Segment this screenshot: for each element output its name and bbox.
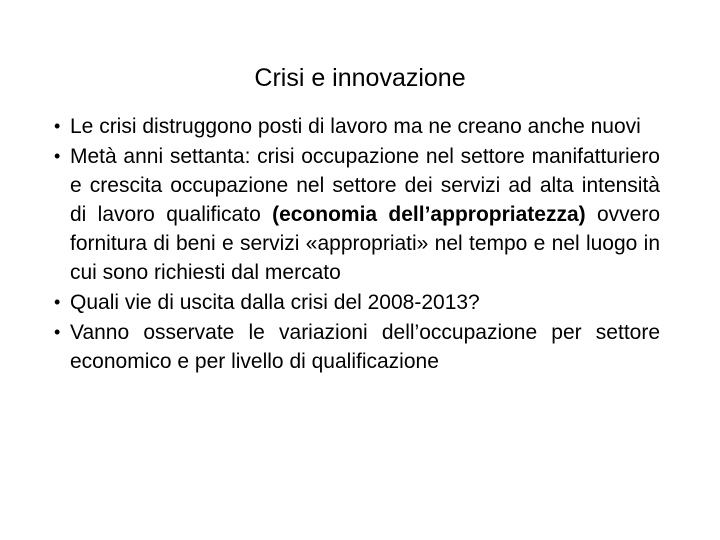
bullet-text-2-before: Metà anni settanta: crisi occupazione nel settore manifatturiero e crescita occupazione nel settore dei servizi ad alta intensità di lavoro qualificato — [70, 145, 660, 226]
slide-title-text: Crisi e innovazione — [254, 64, 466, 92]
bullet-text-2-emphasis: (economia dell’appropriatezza) — [272, 203, 586, 226]
bullet-item-2 — [52, 142, 660, 287]
bullet-icon: • — [54, 146, 61, 166]
bullet-icon: • — [54, 322, 61, 342]
slide-title — [0, 60, 720, 96]
bullet-icon: • — [54, 292, 61, 312]
bullet-item-3 — [52, 288, 660, 317]
bullet-icon: • — [54, 116, 61, 136]
bullet-list — [52, 112, 660, 377]
bullet-text-4: Vanno osservate le variazioni dell’occupazione per settore economico e per livello di qualificazione — [70, 321, 660, 373]
bullet-item-1 — [52, 112, 660, 141]
bullet-text-3: Quali vie di uscita dalla crisi del 2008-2013? — [70, 291, 480, 314]
bullet-item-4 — [52, 318, 660, 376]
bullet-text-2-after: ovvero fornitura di beni e servizi «appropriati» nel tempo e nel luogo in cui sono richiesti dal mercato — [70, 203, 660, 284]
bullet-text-1: Le crisi distruggono posti di lavoro ma ne creano anche nuovi — [70, 115, 641, 138]
